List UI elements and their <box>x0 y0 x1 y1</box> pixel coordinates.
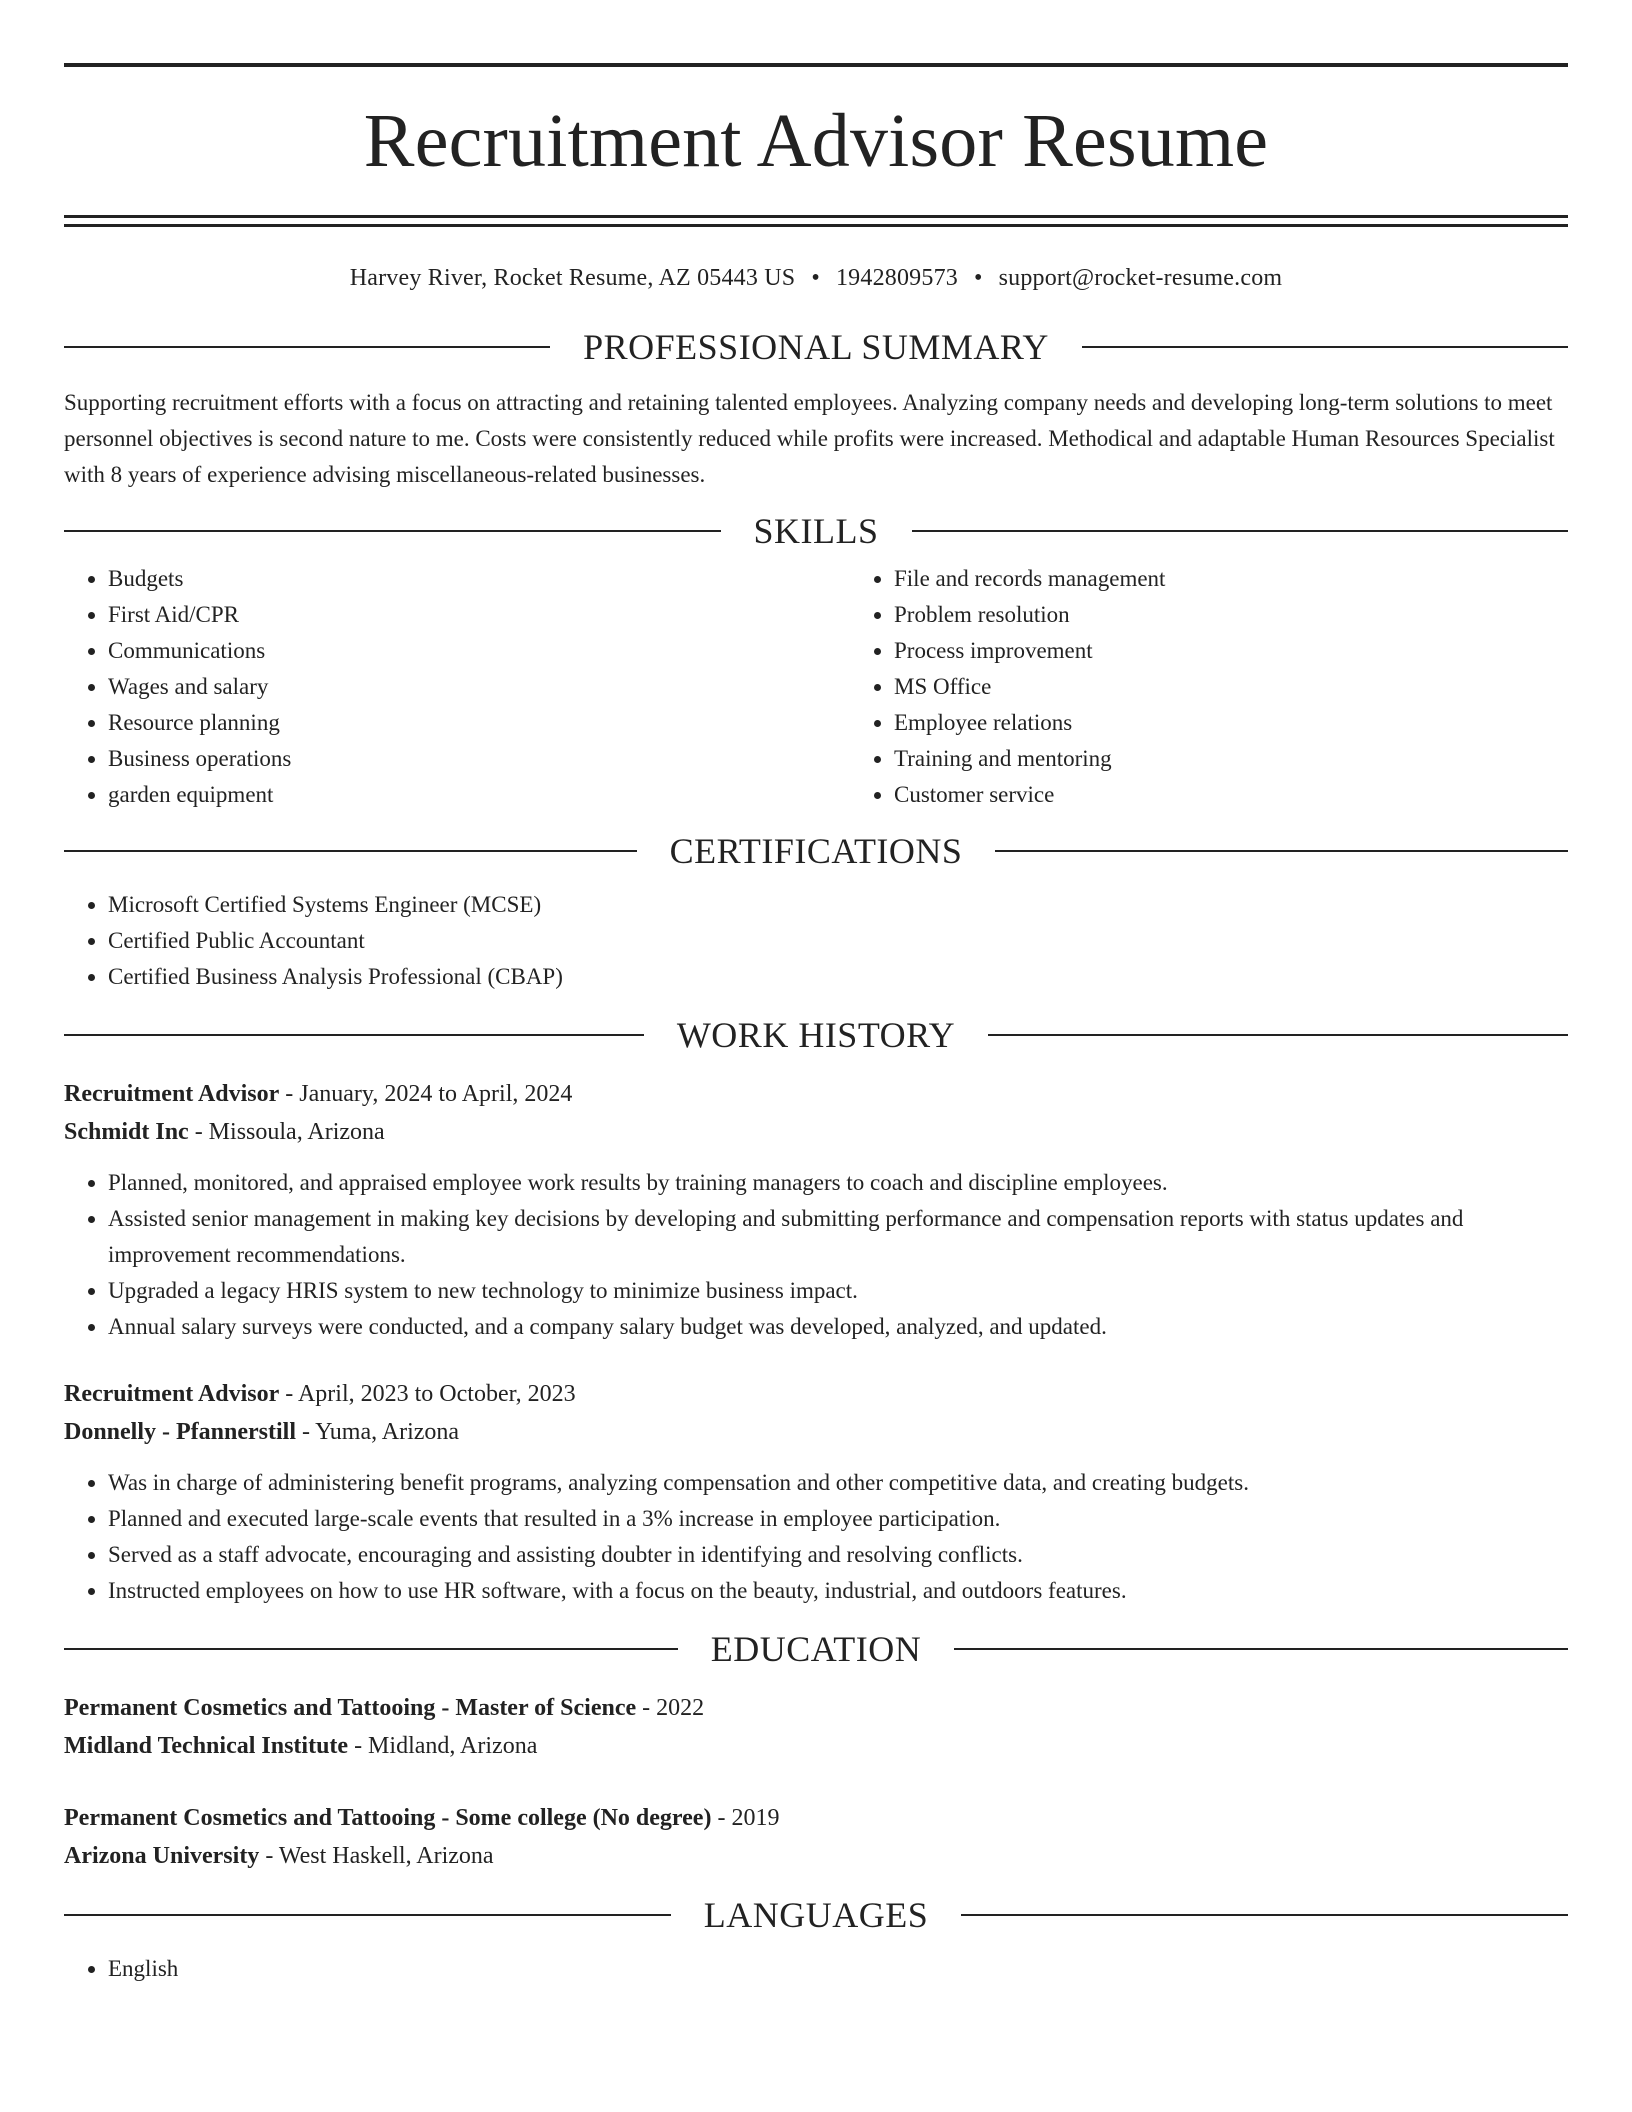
education-school: Midland Technical Institute <box>64 1733 349 1759</box>
education-school-line <box>64 1727 1568 1765</box>
education-year: - 2022 <box>636 1695 705 1721</box>
list-item: • English <box>108 1951 1568 1987</box>
section-heading-work-history <box>64 1013 1568 1057</box>
list-item: • Budgets <box>108 561 850 597</box>
section-title: EDUCATION <box>710 1629 922 1669</box>
section-heading-summary <box>64 325 1568 369</box>
job-title-line <box>64 1075 1568 1113</box>
list-item: • File and records management <box>894 561 1632 597</box>
education-year: - 2019 <box>711 1805 780 1831</box>
contact-address: Harvey River, Rocket Resume, AZ 05443 US <box>349 265 796 291</box>
skills-list-left <box>64 561 850 813</box>
job-title: Recruitment Advisor <box>64 1081 280 1107</box>
header-top-rule <box>64 63 1568 67</box>
heading-rule <box>1082 346 1568 348</box>
header-double-rule-lower <box>64 224 1568 227</box>
heading-rule <box>961 1914 1568 1916</box>
education-school-line <box>64 1837 1568 1875</box>
heading-rule <box>64 346 550 348</box>
job-company-line <box>64 1413 1568 1451</box>
job-location: - Missoula, Arizona <box>188 1119 385 1145</box>
list-item: • Planned, monitored, and appraised employee work results by training managers to coach and discipline employees. <box>108 1165 1568 1201</box>
section-title: WORK HISTORY <box>676 1015 956 1055</box>
education-degree: Permanent Cosmetics and Tattooing - Master of Science <box>64 1695 637 1721</box>
heading-rule <box>988 1034 1568 1036</box>
section-title: PROFESSIONAL SUMMARY <box>583 327 1049 367</box>
list-item: • MS Office <box>894 669 1632 705</box>
list-item: • Was in charge of administering benefit programs, analyzing compensation and other competitive data, and creating budgets. <box>108 1465 1568 1501</box>
job-title-line <box>64 1375 1568 1413</box>
list-item: • Problem resolution <box>894 597 1632 633</box>
list-item: • Certified Public Accountant <box>108 923 1568 959</box>
education-location: - Midland, Arizona <box>348 1733 538 1759</box>
list-item: • Process improvement <box>894 633 1632 669</box>
section-title: CERTIFICATIONS <box>669 831 963 871</box>
heading-rule <box>912 530 1569 532</box>
heading-rule <box>64 1034 644 1036</box>
document-title: Recruitment Advisor Resume <box>363 99 1269 183</box>
list-item: • Served as a staff advocate, encouraging and assisting doubter in identifying and resolving conflicts. <box>108 1537 1568 1573</box>
job-location: - Yuma, Arizona <box>296 1419 460 1445</box>
section-heading-education <box>64 1627 1568 1671</box>
certifications-list <box>64 887 1568 995</box>
job-company: Schmidt Inc <box>64 1119 189 1145</box>
contact-separator: • <box>811 265 820 291</box>
section-heading-skills <box>64 509 1568 553</box>
heading-rule <box>64 1914 671 1916</box>
list-item: • Resource planning <box>108 705 850 741</box>
section-heading-languages <box>64 1893 1568 1937</box>
education-degree-line <box>64 1799 1568 1837</box>
header-double-rule-upper <box>64 215 1568 218</box>
list-item: • Training and mentoring <box>894 741 1632 777</box>
job-entry <box>64 1075 1568 1345</box>
heading-rule <box>64 530 721 532</box>
skills-list-right <box>850 561 1632 813</box>
job-company: Donnelly - Pfannerstill <box>64 1419 296 1445</box>
section-title: SKILLS <box>753 511 879 551</box>
list-item: • Annual salary surveys were conducted, and a company salary budget was developed, analyzed, and updated. <box>108 1309 1568 1345</box>
summary-text: Supporting recruitment efforts with a focus on attracting and retaining talented employees. Analyzing company needs and developing long-term solutions to meet personnel objectives is second nature to me. Costs were consistently reduced while profits were increased. Methodical and adaptable Human Resources Specialist with 8 years of experience advising miscellaneous-related businesses. <box>64 390 1555 487</box>
job-dates: - January, 2024 to April, 2024 <box>279 1081 573 1107</box>
list-item: • Communications <box>108 633 850 669</box>
languages-list <box>64 1951 1568 1987</box>
list-item: • garden equipment <box>108 777 850 813</box>
list-item: • Wages and salary <box>108 669 850 705</box>
job-entry <box>64 1375 1568 1609</box>
job-duties <box>64 1165 1568 1345</box>
list-item: • Microsoft Certified Systems Engineer (MCSE) <box>108 887 1568 923</box>
job-company-line <box>64 1113 1568 1151</box>
education-location: - West Haskell, Arizona <box>259 1843 494 1869</box>
education-entry <box>64 1689 1568 1765</box>
section-heading-certifications <box>64 829 1568 873</box>
contact-line <box>64 263 1568 293</box>
job-duties <box>64 1465 1568 1609</box>
resume-page <box>64 0 1568 1987</box>
contact-phone: 1942809573 <box>835 265 958 291</box>
education-entry <box>64 1799 1568 1875</box>
heading-rule <box>954 1648 1568 1650</box>
contact-email[interactable]: support@rocket-resume.com <box>998 265 1283 291</box>
list-item: • Assisted senior management in making key decisions by developing and submitting performance and compensation reports with status updates and improvement recommendations. <box>108 1201 1568 1273</box>
list-item: • Certified Business Analysis Professional (CBAP) <box>108 959 1568 995</box>
list-item: • Customer service <box>894 777 1632 813</box>
education-school: Arizona University <box>64 1843 260 1869</box>
list-item: • First Aid/CPR <box>108 597 850 633</box>
job-title: Recruitment Advisor <box>64 1381 280 1407</box>
skills-columns <box>64 561 1568 813</box>
list-item: • Business operations <box>108 741 850 777</box>
heading-rule <box>64 850 637 852</box>
heading-rule <box>64 1648 678 1650</box>
list-item: • Upgraded a legacy HRIS system to new technology to minimize business impact. <box>108 1273 1568 1309</box>
contact-separator: • <box>973 265 983 291</box>
list-item: • Employee relations <box>894 705 1632 741</box>
heading-rule <box>995 850 1568 852</box>
job-dates: - April, 2023 to October, 2023 <box>279 1381 576 1407</box>
education-degree-line <box>64 1689 1568 1727</box>
section-title: LANGUAGES <box>703 1895 929 1935</box>
education-degree: Permanent Cosmetics and Tattooing - Some college (No degree) <box>64 1805 712 1831</box>
list-item: • Instructed employees on how to use HR software, with a focus on the beauty, industrial, and outdoors features. <box>108 1573 1568 1609</box>
list-item: • Planned and executed large-scale events that resulted in a 3% increase in employee participation. <box>108 1501 1568 1537</box>
